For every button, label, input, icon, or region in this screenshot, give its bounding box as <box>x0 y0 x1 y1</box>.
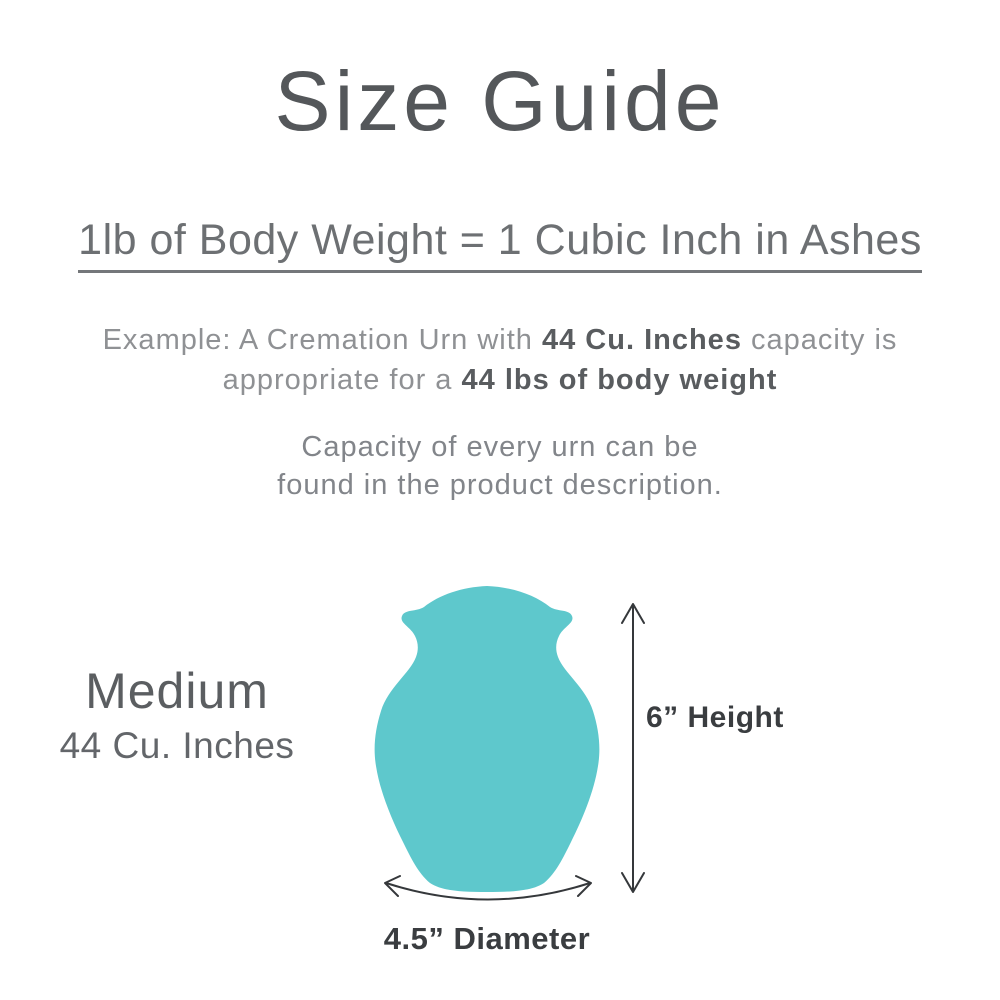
diameter-arrow-icon <box>376 872 600 918</box>
diameter-measurement-label: 4.5” Diameter <box>383 921 591 956</box>
example-paragraph <box>0 320 1000 400</box>
capacity-note-line-2: found in the product description. <box>277 469 723 501</box>
page-title: Size Guide <box>274 54 726 148</box>
example-line2-bold: 44 lbs of body weight <box>461 364 778 396</box>
urn-silhouette-icon <box>372 580 602 895</box>
capacity-note <box>0 428 1000 504</box>
height-measurement-label: 6” Height <box>646 701 784 734</box>
rule-heading: 1lb of Body Weight = 1 Cubic Inch in Ashes <box>78 216 922 273</box>
height-arrow-strokes <box>622 604 644 892</box>
urn-shape <box>375 586 600 892</box>
example-line-1 <box>0 320 1000 360</box>
example-line1-bold: 44 Cu. Inches <box>541 324 742 356</box>
capacity-note-line-1: Capacity of every urn can be <box>301 431 699 463</box>
urn-capacity: 44 Cu. Inches <box>59 725 295 766</box>
size-label-block <box>27 661 327 771</box>
example-line-2 <box>0 360 1000 400</box>
urn-size-name: Medium <box>85 663 269 719</box>
rule-heading-wrap <box>0 216 1000 273</box>
height-arrow-icon <box>613 598 653 898</box>
example-line2-light: appropriate for a <box>222 364 462 396</box>
diameter-arrow-strokes <box>385 876 591 900</box>
example-line1-light: Example: A Cremation Urn with <box>102 324 542 356</box>
example-line1-tail: capacity is <box>741 324 898 356</box>
